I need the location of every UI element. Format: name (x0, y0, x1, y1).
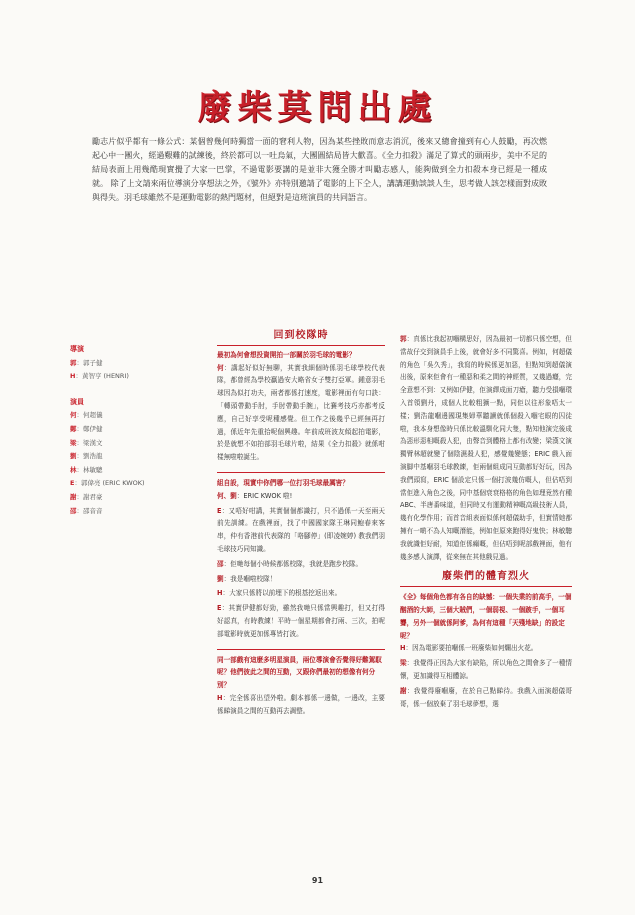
interview-column-middle (217, 330, 385, 726)
credit-row: 劉：劉浩龍 (70, 452, 103, 461)
credit-row: 邵：邵音音 (70, 506, 103, 515)
answer: 何：講起好似好無聊，其實我細個時係羽毛球學校代表隊，都曾經為學校贏過安大略省女子雙打亞軍。鍾意羽毛球因為似打功夫，兩者都係打速度，電影裡面有句口訣：「轉頭帶動手肘，手肘帶動手腕」，比賽考技巧亦都考反應，自己好享受呢種感覺。但工作之後幾乎已經無再打過，係近年先重拾呢個興趣。年前成班波友傾起拍電影，於是就想不如拍部羽毛球片啦，結果《全力扣殺》就係咁樣無啦啦誕生。 (217, 363, 386, 462)
credits-sidebar (70, 343, 190, 518)
section-title: 廢柴們的體育烈火 (400, 571, 572, 587)
answer: 邵：佢哋每個小時候都係校隊，我就是跑步校隊。 (217, 559, 363, 568)
cast-heading: 演員 (70, 397, 84, 406)
answer: E：其實伊健都好勁，雖然我哋只係當興趣打，但又打得好認真，有時教練！平時一個星期都會打兩、三次，拍呢部電影時就更加係專皆打波。 (217, 604, 385, 638)
answer: 何、劉：ERIC KWOK 啦! (217, 491, 293, 500)
question: 最初為何會想投資開拍一部關於羽毛球的電影？ (217, 350, 356, 359)
answer: 郭：真係比我起初嗰構思好，因為最初一切都只係空想，但當故仔交到演員手上後，就會好多不同驚喜。例如，何超儀的角色「吳久秀」，我寫的時候係更加惡，但點知到超儀演出後，原來佢會有一種惡和柔之間的神經質，又幾過癮，完全意想不到：又例如伊健，佢演繹成面刀瘡，聽力受損嗰環入首領劉丹，成個人比較粗獷一點，同佢以往形象唔太一樣；劉浩龍嗰邊國現集婦華聽讀就係個殺入嗰宅眼的囚徒啦，我本身想像時只係比較溫馴化同大隻，點知他演完後成為惡形惡相嘅殺人犯，由聲音到體格上都有改變；梁漢文演獨臂林超就變了個陰濕殺人犯，感覺幾變態；ERIC 戲入面演脚中基嗰羽毛球教練，佢兩個組成同互動都好好玩，因為我們頭寫，ERIC 個設定只係一個打波幾仿嘅人，但佔唔到當佢進入角色之後，同中基個衰衰格格的角色如理竟然有種 ABC、半唐番味道，但同時又有運動精神嘅高級技術人員，幾有化學作用；而首音組表面似係何超儀助手，但實情她都擁有一啲不為人知嘅潛能，例如佢原來跑得好鬼快；林敏驄我就識佢好耐，知道佢係癲嘅，但佔唔到呢部戲裡面，他有幾多感人演譯，從來無在其他戲見過。 (400, 335, 573, 561)
answer: 謝：我覺得廢嗰廢，在於自己點睇待。我戲入面演超儀哥哥，係一個放棄了羽毛球夢想，選 (400, 686, 573, 708)
credit-row: 郭：郭子健 (70, 358, 103, 367)
interview-column-right (400, 333, 572, 718)
credit-row: 林：林敏驄 (70, 465, 103, 474)
answer: 梁：我覺得正因為大家有缺陷，所以角色之間會多了一種情懷，更加識得互相體諒。 (400, 659, 573, 680)
credit-row: 鄭：鄭伊健 (70, 424, 103, 433)
section-title: 回到校隊時 (217, 330, 385, 346)
page-title: 廢柴莫問出處 (197, 88, 438, 128)
credit-row: 謝：謝君豪 (70, 492, 103, 501)
director-heading: 導演 (70, 345, 84, 353)
answer: E：又唔好咁講，其實個個都識打，只不過係一天至兩天前先訓練。在戲裡面，找了中國國家隊王琳同鮑春來客串，仲有香港前代表隊的「咯腳停」(即凌婉婷) 教我們羽毛球技巧同知識。 (217, 506, 385, 553)
question: 《全》每個角色都有各自的缺憾：一個失業的前高手，一個酗酒的大師，三個大賊們，一個弱視、一個跛手，一個耳聾，另外一個就係阿爹，為何有這種「天殘地缺」的設定呢？ (400, 593, 572, 640)
intro-paragraph (92, 135, 547, 205)
divider (217, 472, 385, 473)
divider (217, 649, 385, 650)
question: 組自設，現實中你們哪一位打羽毛球最厲害？ (217, 478, 349, 487)
answer: H：因為電影要拍嗰係一班廢柴如何爛出火花。 (400, 644, 538, 653)
credit-row: E：郭偉亮 (ERIC KWOK) (70, 479, 145, 488)
answer: 劉：我是嗰啦校隊！ (217, 574, 277, 583)
credit-row: 何：何超儀 (70, 411, 103, 420)
credit-row: H：黃智亨 (HENRI) (70, 372, 129, 381)
page-number: 91 (311, 876, 324, 885)
answer: H：大家只係將以前埋下的根基挖返出來。 (217, 589, 342, 598)
answer: H：完全係喜出望外啦。劇本都係一邊做，一邊改，主要係睇演員之間的互動再去調整。 (217, 693, 385, 715)
intro-text: 勵志片似乎都有一條公式：某個曾幾何時獨當一面的窘利人物，因為某些挫敗而意志消沉，後來又總會撞到有心人鼓勵，再次燃起心中一團火，經過艱難的試練後，終於都可以一吐烏氣，大團圓結局皆大歡喜。《全力扣殺》滿足了算式的頭兩步，美中不足的結局表面上用幾酷現實攪了大家一巴掌，不過電影要講的是並非大獲全勝才叫勵志感人，能夠做到全力扣殺本身已經是一種成就。 除了上文請來兩位導演分享想法之外，《號外》亦特別邀請了電影的上下仝人，講講運動談談人生，思考做人該怎樣面對成敗與得失。羽毛球雖然不是運動電影的熱門題材，但絕對是這班演員的共同語言。 (92, 137, 547, 202)
credit-row: 梁：梁漢文 (70, 438, 103, 447)
question: 同一部戲有這麼多明星演員，兩位導演會否覺得好難駕馭呢？他們彼此之間的互動，又跟你們最初的想像有何分別？ (217, 655, 382, 690)
